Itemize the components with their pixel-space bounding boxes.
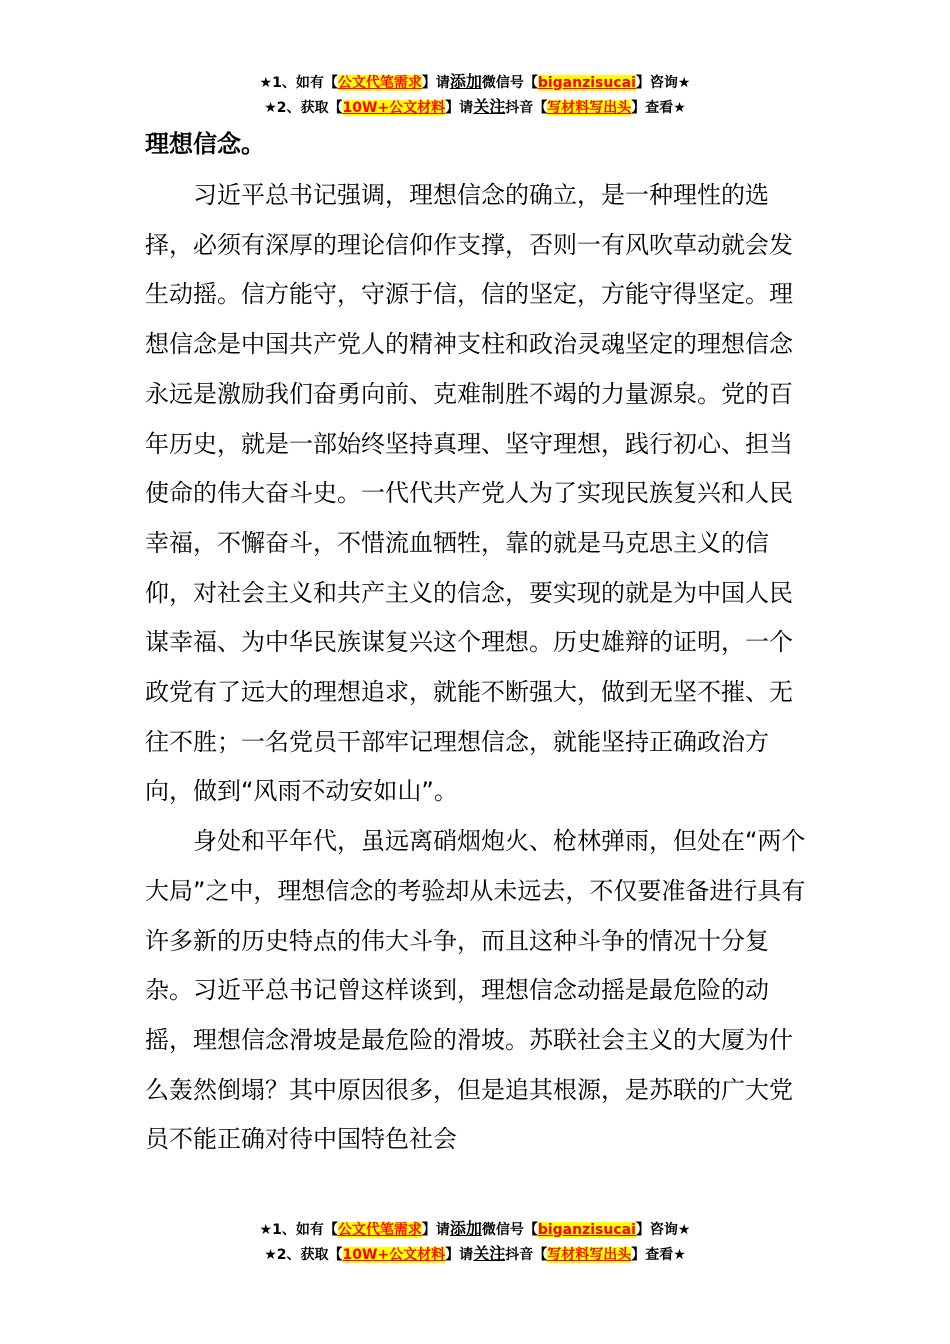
promo-text: 】请 [421,1222,450,1238]
section-heading: 理想信念。 [145,130,265,158]
promo-line-1 [0,1217,950,1242]
document-body [145,171,810,1165]
body-paragraph-1: 习近平总书记强调，理想信念的确立，是一种理性的选择，必须有深厚的理论信仰作支撑，否则一有风吹草动就会发生动摇。信方能守，守源于信，信的坚定，方能守得坚定。理想信念是中国共产党人的精神支柱和政治灵魂坚定的理想信念永远是激励我们奋勇向前、克难制胜不竭的力量源泉。党的百年历史，就是一部始终坚持真理、坚守理想，践行初心、担当使命的伟大奋斗史。一代代共产党人为了实现民族复兴和人民幸福，不懈奋斗，不惜流血牺牲，靠的就是马克思主义的信仰，对社会主义和共产主义的信念，要实现的就是为中国人民谋幸福、为中华民族谋复兴这个理想。历史雄辩的证明，一个政党有了远大的理想追求，就能不断强大，做到无坚不摧、无往不胜；一名党员干部牢记理想信念，就能坚持正确政治方向，做到“风雨不动安如山”。 [145,181,793,806]
promo-text: 】请 [421,75,450,91]
promo-text: 抖音【 [505,1247,548,1263]
promo-text: ★2、获取【 [264,100,343,116]
promo-text: 抖音【 [505,100,548,116]
footer-promo-banner [0,1217,950,1267]
promo-text: 】咨询★ [635,1222,691,1238]
promo-text: 】查看★ [631,100,686,116]
promo-emphasis: 关注 [473,1244,506,1263]
promo-text: 微信号【 [481,1222,538,1238]
promo-emphasis: 添加 [449,1219,482,1238]
promo-emphasis: 添加 [449,72,482,91]
promo-text: ★1、如有【 [259,75,338,91]
promo-wechat-id: biganzisucai [537,1222,636,1238]
promo-line-1 [0,70,950,95]
promo-highlight: 公文代笔需求 [337,1222,422,1238]
promo-emphasis: 关注 [473,97,506,116]
promo-text: ★1、如有【 [259,1222,338,1238]
promo-highlight: 公文代笔需求 [337,75,422,91]
promo-text: 】咨询★ [635,75,691,91]
promo-wechat-id: biganzisucai [537,75,636,91]
promo-text: 】查看★ [631,1247,686,1263]
promo-text: 】请 [445,100,474,116]
body-paragraph-2: 身处和平年代，虽远离硝烟炮火、枪林弹雨，但处在“两个大局”之中，理想信念的考验却从未远去，不仅要准备进行具有许多新的历史特点的伟大斗争，而且这种斗争的情况十分复杂。习近平总书记曾这样谈到，理想信念动摇是最危险的动摇，理想信念滑坡是最危险的滑坡。苏联社会主义的大厦为什么轰然倒塌？其中原因很多，但是追其根源，是苏联的广大党员不能正确对待中国特色社会 [145,827,806,1154]
promo-text: ★2、获取【 [264,1247,343,1263]
promo-highlight: 10W+公文材料 [342,100,446,116]
promo-text: 】请 [445,1247,474,1263]
header-promo-banner [0,70,950,120]
promo-line-2 [0,1242,950,1267]
promo-text: 微信号【 [481,75,538,91]
promo-highlight: 10W+公文材料 [342,1247,446,1263]
promo-douyin-id: 写材料写出头 [547,100,632,116]
promo-line-2 [0,95,950,120]
promo-douyin-id: 写材料写出头 [547,1247,632,1263]
